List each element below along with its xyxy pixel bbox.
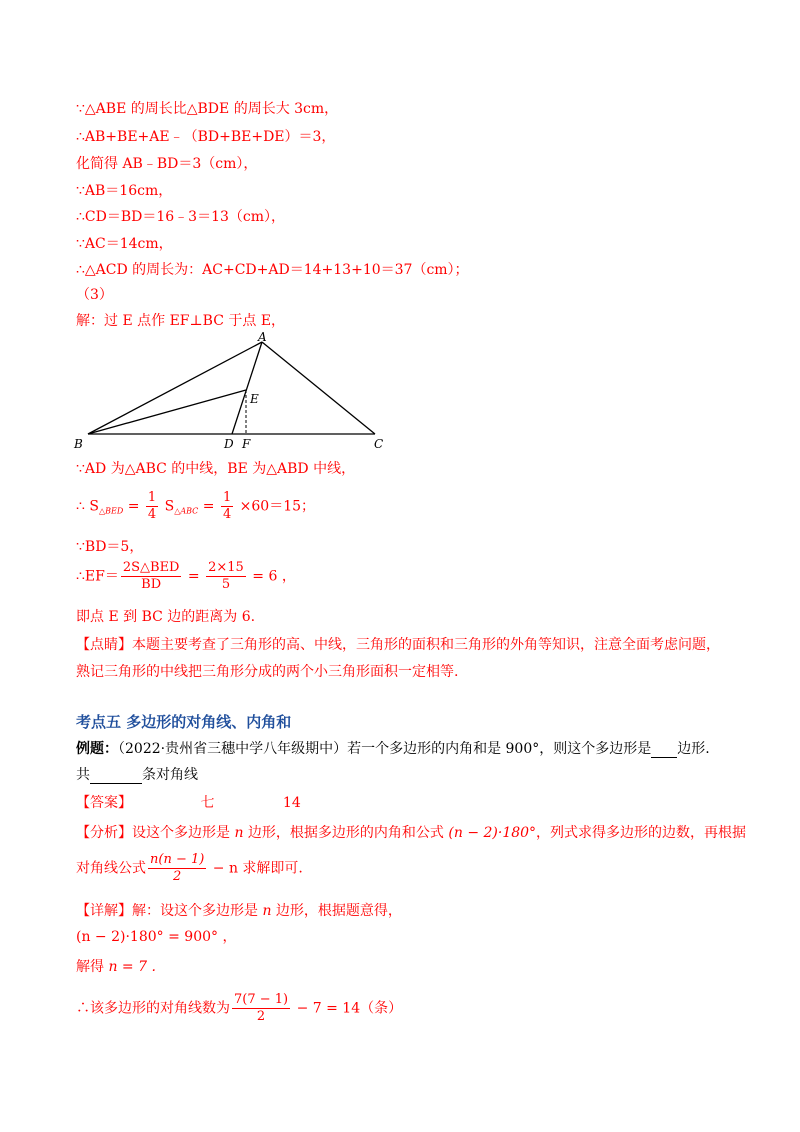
example-line: 共 条对角线 (76, 767, 198, 783)
answer-blank (651, 741, 677, 758)
comment-line: 熟记三角形的中线把三角形分成的两个小三角形面积一定相等. (76, 664, 459, 680)
answer-value-1: 七 (200, 795, 215, 811)
analysis-line: 对角线公式 $\frac{n(n - 1)}{2}$ − n 求解即可. (76, 852, 303, 884)
detail-line: (n − 2)·180° = 900° ， (76, 929, 237, 945)
comment-line: 【点睛】本题主要考查了三角形的高、中线，三角形的面积和三角形的外角等知识，注意全面考虑问题， (76, 637, 720, 653)
comment-tag: 【点睛】 (76, 637, 132, 653)
label-b: B (74, 437, 83, 451)
analysis-tag: 【分析】 (76, 825, 132, 841)
fraction: $\frac{n(n - 1)}{2}$ (150, 852, 205, 884)
example-line: 例题：（2022·贵州省三穗中学八年级期中）若一个多边形的内角和是 900°，则这个多边形是 边形. (76, 741, 710, 757)
section-heading: 考点五 多边形的对角线、内角和 (76, 713, 292, 731)
detail-tag: 【详解】 (76, 903, 132, 919)
analysis-line: 【分析】设这个多边形是 n 边形，根据多边形的内角和公式 (n − 2)·180°，列式求得多边形的边数，再根据 (76, 825, 747, 841)
segment-be (88, 390, 246, 434)
label-a: A (258, 330, 267, 344)
fraction: $\frac{1}{4}$ (222, 490, 232, 522)
label-c: C (374, 437, 384, 451)
example-tag: 例题： (76, 741, 118, 757)
fraction: $\frac{7(7 - 1)}{2}$ (234, 992, 289, 1024)
solution-line: ∵AD 为△ABC 的中线，BE 为△ABD 中线， (76, 461, 356, 477)
label-f: F (242, 437, 251, 451)
answer-value-2: 14 (282, 795, 301, 811)
answer-blank (90, 767, 142, 784)
fraction: $\frac{\text{2S△BED}}{BD}$ (122, 560, 180, 592)
label-d: D (224, 437, 234, 451)
answer-tag: 【答案】 (76, 795, 132, 811)
solution-line: ∵△ABE 的周长比△BDE 的周长大 3cm， (76, 101, 339, 117)
solution-line: ∴CD＝BD＝16﹣3＝13（cm）， (76, 209, 286, 225)
fraction: $\frac{1}{4}$ (147, 490, 157, 522)
triangle-figure (70, 328, 400, 453)
fraction: $\frac{2\times 15}{5}$ (208, 560, 244, 592)
solution-line: 即点 E 到 BC 边的距离为 6. (76, 609, 256, 625)
solution-line: ∴AB+BE+AE﹣（BD+BE+DE）＝3， (76, 129, 336, 145)
area-formula: ∴ $S_{\triangle BED}$ = $\frac{1}{4}$ $S_{\triangle ABC}$ = $\frac{1}{4}$ ×60＝15； (76, 490, 316, 522)
distance-formula: ∴EF＝ $\frac{\text{2S△BED}}{BD}$ = $\frac{2\times 15}{5}$ = 6 ， (76, 560, 296, 592)
solution-line: ∵BD＝5， (76, 539, 144, 555)
detail-line: ∴该多边形的对角线数为 $\frac{7(7 - 1)}{2}$ − 7 = 14（条） (76, 992, 403, 1024)
segment-ac (262, 342, 375, 434)
solution-line: ∵AB＝16cm， (76, 183, 173, 199)
part-label: （3） (76, 287, 113, 303)
detail-line: 解得 n = 7 . (76, 959, 156, 975)
solution-line: ∵AC＝14cm， (76, 236, 173, 252)
label-e: E (250, 392, 259, 406)
solution-line: 解：过 E 点作 EF⊥BC 于点 E， (76, 313, 286, 329)
solution-line: 化简得 AB﹣BD＝3（cm）， (76, 156, 258, 172)
solution-line: ∴△ACD 的周长为：AC+CD+AD＝14+13+10＝37（cm）； (76, 262, 469, 278)
answer-line (76, 792, 301, 812)
detail-line: 【详解】解：设这个多边形是 n 边形，根据题意得， (76, 903, 402, 919)
